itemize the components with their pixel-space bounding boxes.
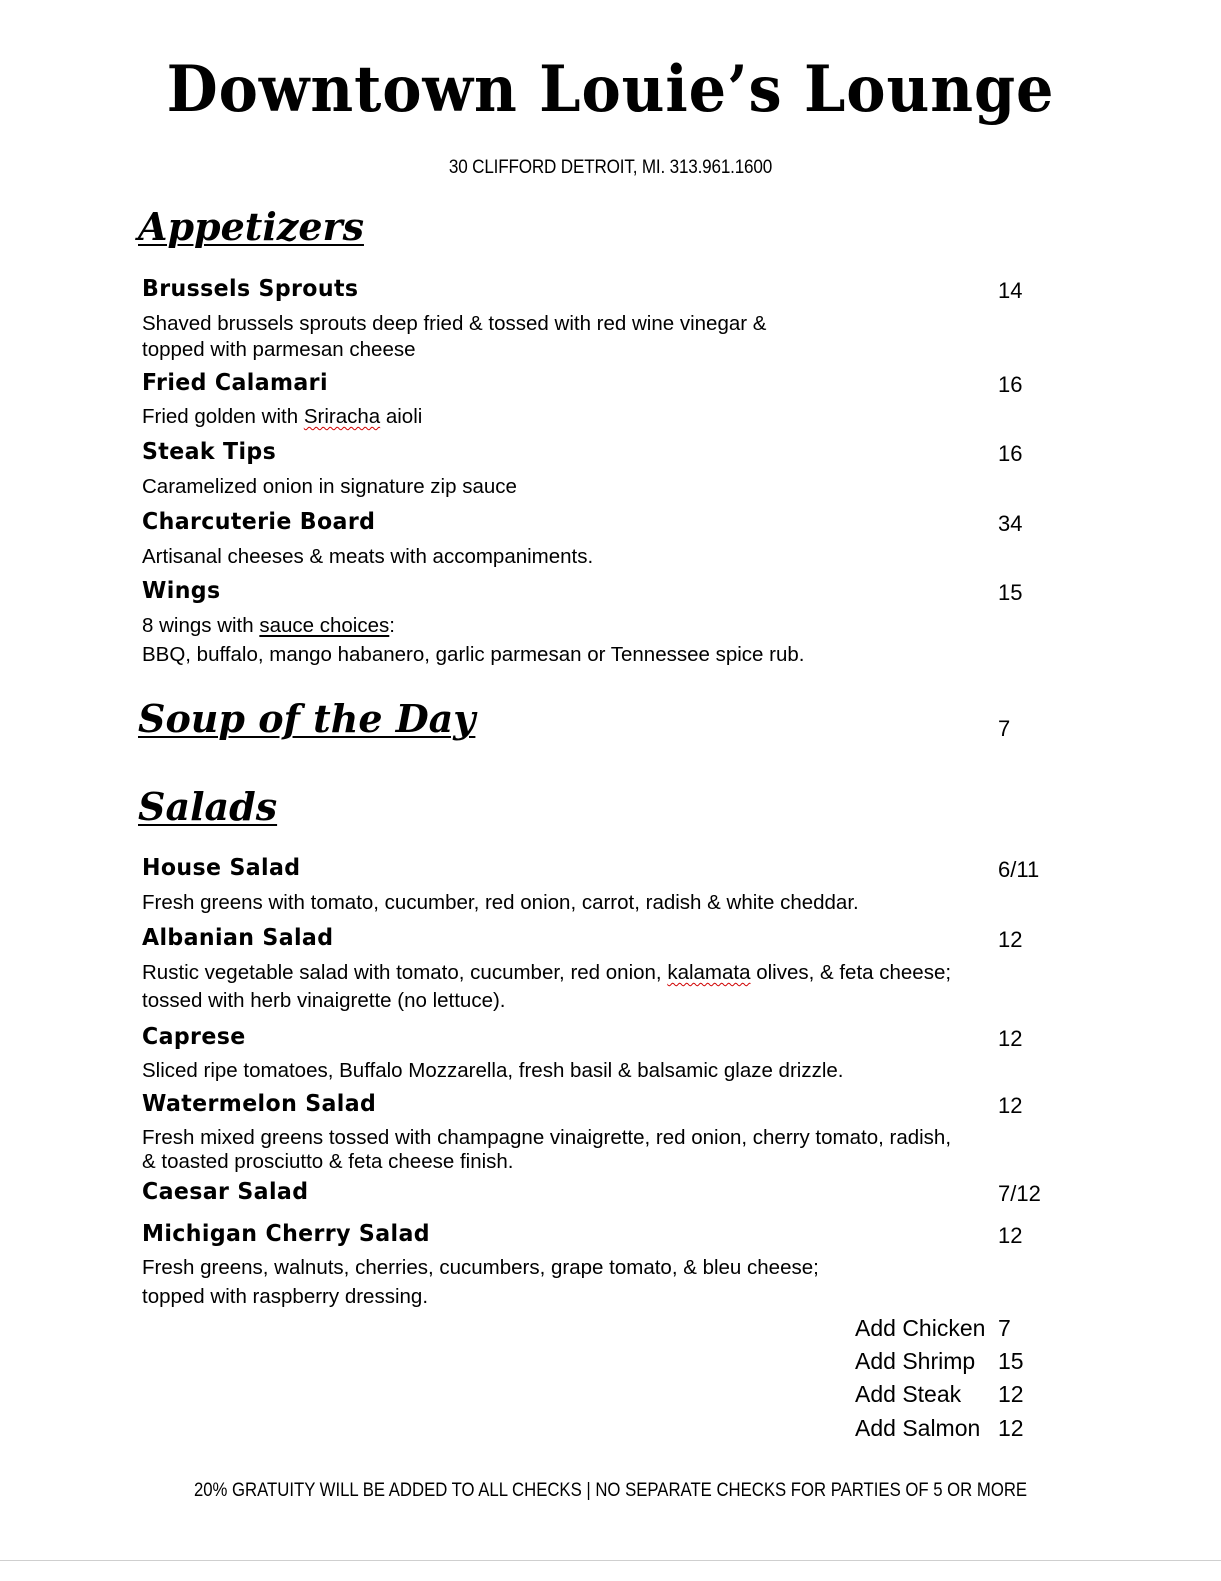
albanian-salad-desc-line2: tossed with herb vinaigrette (no lettuce). [142, 989, 506, 1012]
watermelon-salad-desc-line2: & toasted prosciutto & feta cheese finish. [142, 1150, 514, 1173]
appetizers-heading: Appetizers [138, 204, 364, 249]
brussels-sprouts-desc-line1: Shaved brussels sprouts deep fried & tossed with red wine vinegar & [142, 312, 767, 335]
wings-desc-line1: 8 wings with sauce choices: [142, 614, 395, 637]
albanian-salad-price: 12 [998, 927, 1023, 952]
page-bottom-divider [0, 1560, 1221, 1561]
addon-salmon-price: 12 [998, 1415, 1024, 1441]
caesar-salad-name: Caesar Salad [142, 1179, 309, 1205]
spellcheck-mark: kalamata [667, 961, 751, 984]
charcuterie-board-desc: Artisanal cheeses & meats with accompaniments. [142, 545, 594, 568]
caprese-price: 12 [998, 1026, 1023, 1051]
albanian-salad-name: Albanian Salad [142, 925, 334, 951]
wings-name: Wings [142, 578, 221, 604]
restaurant-address: 30 CLIFFORD DETROIT, MI. 313.961.1600 [448, 157, 773, 178]
steak-tips-price: 16 [998, 441, 1023, 466]
michigan-cherry-salad-desc-line1: Fresh greens, walnuts, cherries, cucumbers, grape tomato, & bleu cheese; [142, 1256, 819, 1279]
brussels-sprouts-desc-line2: topped with parmesan cheese [142, 338, 416, 361]
soup-price: 7 [998, 716, 1011, 741]
fried-calamari-price: 16 [998, 372, 1023, 397]
fried-calamari-desc: Fried golden with Sriracha aioli [142, 405, 423, 428]
caesar-salad-price: 7/12 [998, 1181, 1041, 1206]
salads-heading: Salads [138, 784, 278, 829]
addon-steak-price: 12 [998, 1381, 1024, 1407]
fried-calamari-name: Fried Calamari [142, 370, 328, 396]
house-salad-name: House Salad [142, 855, 301, 881]
house-salad-price: 6/11 [998, 857, 1040, 882]
charcuterie-board-name: Charcuterie Board [142, 509, 376, 535]
addon-shrimp-label: Add Shrimp [855, 1348, 976, 1374]
michigan-cherry-salad-name: Michigan Cherry Salad [142, 1221, 430, 1247]
charcuterie-board-price: 34 [998, 511, 1023, 536]
caprese-name: Caprese [142, 1024, 246, 1050]
house-salad-desc: Fresh greens with tomato, cucumber, red onion, carrot, radish & white cheddar. [142, 891, 859, 914]
addon-steak-label: Add Steak [855, 1381, 962, 1407]
addon-salmon-label: Add Salmon [855, 1415, 981, 1441]
addon-chicken-price: 7 [998, 1315, 1011, 1341]
wings-desc-line2: BBQ, buffalo, mango habanero, garlic parmesan or Tennessee spice rub. [142, 643, 805, 666]
watermelon-salad-name: Watermelon Salad [142, 1091, 377, 1117]
brussels-sprouts-name: Brussels Sprouts [142, 276, 359, 302]
steak-tips-name: Steak Tips [142, 439, 277, 465]
caprese-desc: Sliced ripe tomatoes, Buffalo Mozzarella, fresh basil & balsamic glaze drizzle. [142, 1059, 844, 1082]
restaurant-title: Downtown Louie’s Lounge [166, 52, 1055, 127]
soup-heading: Soup of the Day [138, 696, 476, 741]
steak-tips-desc: Caramelized onion in signature zip sauce [142, 475, 517, 498]
watermelon-salad-price: 12 [998, 1093, 1023, 1118]
sauce-choices-link[interactable]: sauce choices [259, 614, 390, 637]
albanian-salad-desc-line1: Rustic vegetable salad with tomato, cucumber, red onion, kalamata olives, & feta cheese; [142, 961, 952, 984]
brussels-sprouts-price: 14 [998, 278, 1023, 303]
spellcheck-mark: Sriracha [303, 405, 381, 428]
michigan-cherry-salad-desc-line2: topped with raspberry dressing. [142, 1285, 429, 1308]
watermelon-salad-desc-line1: Fresh mixed greens tossed with champagne vinaigrette, red onion, cherry tomato, radish, [142, 1126, 952, 1149]
michigan-cherry-salad-price: 12 [998, 1223, 1023, 1248]
gratuity-notice: 20% GRATUITY WILL BE ADDED TO ALL CHECKS | NO SEPARATE CHECKS FOR PARTIES OF 5 OR MORE [193, 1480, 1028, 1501]
wings-price: 15 [998, 580, 1023, 605]
addon-shrimp-price: 15 [998, 1348, 1024, 1374]
addon-chicken-label: Add Chicken [855, 1315, 986, 1341]
